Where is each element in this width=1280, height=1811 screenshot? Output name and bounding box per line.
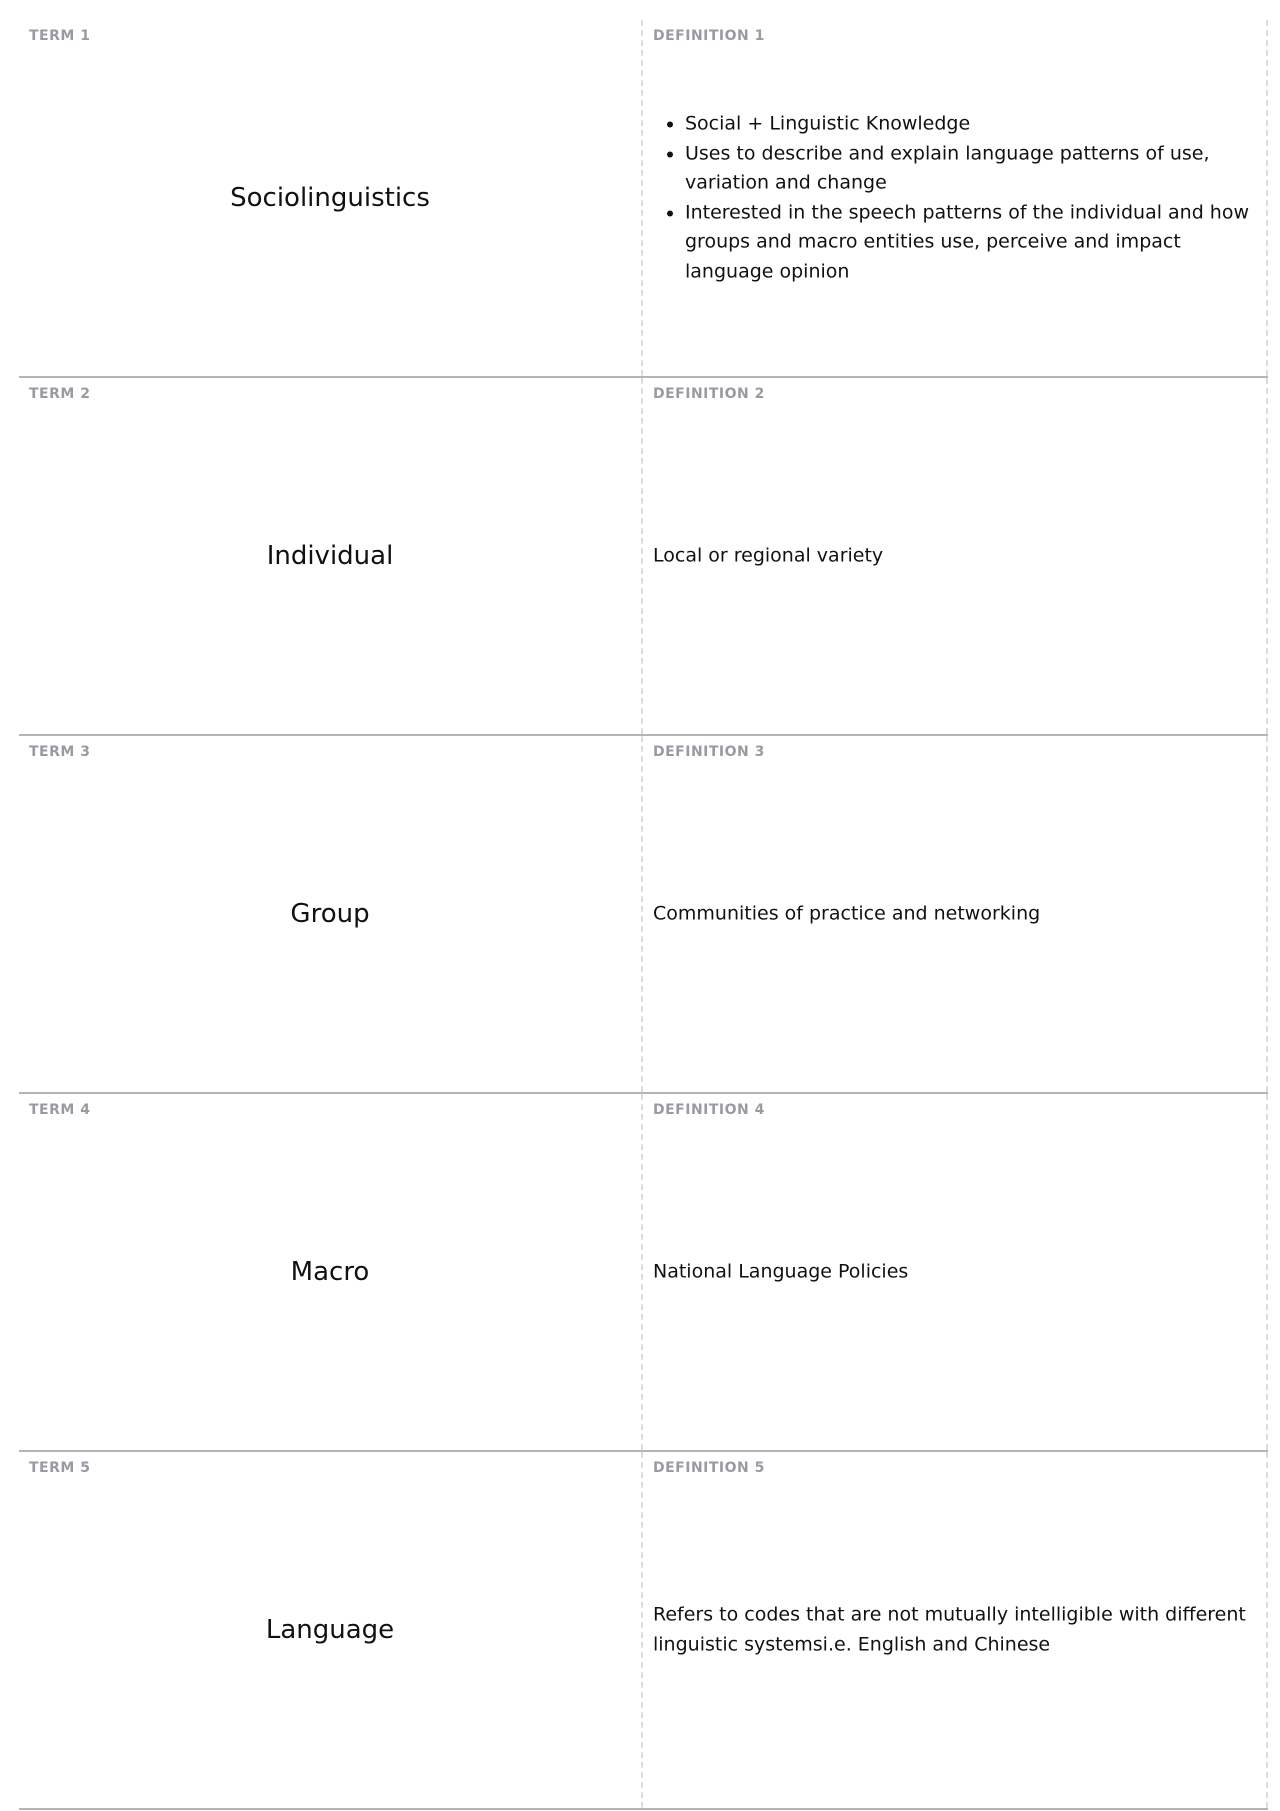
definition-bullet: • Interested in the speech patterns of the individual and how groups and macro entities use, perceive and impact language opinion xyxy=(685,198,1252,287)
flashcard-sheet xyxy=(19,20,1268,1810)
term-cell xyxy=(19,1094,643,1450)
card-row xyxy=(19,378,1268,736)
term-cell xyxy=(19,736,643,1092)
term-text: Macro xyxy=(290,1257,370,1287)
definition-cell xyxy=(643,20,1268,376)
term-label: TERM 1 xyxy=(29,28,91,44)
definition-bullet: • Social + Linguistic Knowledge xyxy=(685,110,1252,140)
card-row xyxy=(19,20,1268,378)
term-label: TERM 4 xyxy=(29,1102,91,1118)
term-text: Group xyxy=(290,899,370,929)
term-label: TERM 5 xyxy=(29,1460,91,1476)
term-text: Language xyxy=(265,1615,395,1645)
definition-label: DEFINITION 3 xyxy=(653,744,765,760)
definition-cell xyxy=(643,1452,1268,1808)
term-cell xyxy=(19,20,643,376)
definition-text: Refers to codes that are not mutually intelligible with different linguistic systemsi.e. English and Chinese xyxy=(653,1603,1246,1655)
term-text: Individual xyxy=(266,541,394,571)
definition-cell xyxy=(643,378,1268,734)
definition-label: DEFINITION 5 xyxy=(653,1460,765,1476)
definition-label: DEFINITION 2 xyxy=(653,386,765,402)
card-row xyxy=(19,1094,1268,1452)
definition-text: National Language Policies xyxy=(653,1260,909,1283)
definition-text: Communities of practice and networking xyxy=(653,902,1041,925)
card-row xyxy=(19,1452,1268,1810)
definition-text xyxy=(653,110,1252,287)
definition-bullet: • Uses to describe and explain language patterns of use, variation and change xyxy=(685,139,1252,198)
definition-label: DEFINITION 4 xyxy=(653,1102,765,1118)
definition-text: Local or regional variety xyxy=(653,544,884,567)
term-cell xyxy=(19,378,643,734)
term-text: Sociolinguistics xyxy=(230,183,430,213)
term-cell xyxy=(19,1452,643,1808)
term-label: TERM 3 xyxy=(29,744,91,760)
definition-list xyxy=(653,110,1252,287)
definition-label: DEFINITION 1 xyxy=(653,28,765,44)
term-label: TERM 2 xyxy=(29,386,91,402)
definition-cell xyxy=(643,1094,1268,1450)
card-row xyxy=(19,736,1268,1094)
definition-cell xyxy=(643,736,1268,1092)
